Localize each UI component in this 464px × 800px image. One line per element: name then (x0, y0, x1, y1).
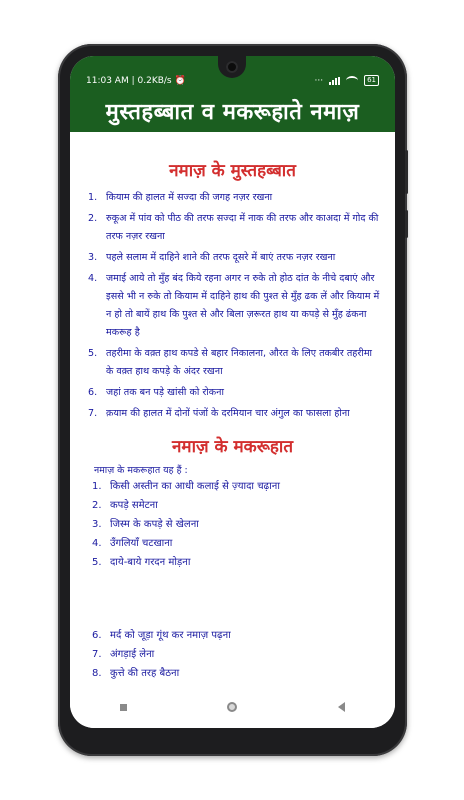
network-speed-text: 0.2KB/s (137, 76, 172, 86)
item-number: 6. (88, 387, 98, 398)
dots-icon: ··· (314, 75, 324, 86)
section-title-mustahabbat: नमाज़ के मुस्तहब्बात (169, 161, 296, 181)
item-number: 4. (92, 538, 102, 549)
item-text: जमाई आये तो मुँह बंद किये रहना अगर न रुके तो होठ दांत के नीचे दबाएं और इससे भी न रुके तो कियाम में दाहिने हाथ की पुश्त से मुँह ढक लें और कियाम में न हो तो बायें हाथ कि पुश्त से और बिला ज़रूरत हाथ या कपड़े से मुँह ढंकना मकरूह है (106, 273, 380, 338)
system-nav-bar (70, 686, 395, 728)
item-text: कपड़े समेटना (110, 500, 158, 511)
list-item (70, 497, 395, 515)
item-text: कियाम की हालत में सज्दा की जगह नज़र रखना (106, 192, 273, 203)
item-number: 5. (88, 348, 98, 359)
makroohat-list (70, 478, 395, 572)
item-text: दाये-बाये गरदन मोड़ना (110, 557, 191, 568)
list-item (70, 189, 395, 207)
recents-button[interactable] (120, 704, 127, 711)
item-text: तहरीमा के वक़्त हाथ कपडे से बहार निकालना, औरत के लिए तकबीर तहरीमा के वक़्त हाथ कपड़े के अंदर रखना (106, 348, 373, 377)
item-number: 2. (88, 213, 98, 224)
list-item (70, 384, 395, 402)
list-item (70, 478, 395, 496)
item-text: मर्द को जूड़ा गूंथ कर नमाज़ पढ़ना (110, 630, 231, 641)
item-text: रुकूअ में पांव को पीठ की तरफ सज्दा में नाक की तरफ और काअदा में गोद की तरफ नज़र रखना (106, 213, 379, 242)
list-item (70, 516, 395, 534)
item-number: 8. (92, 668, 102, 679)
makroohat-intro: नमाज़ के मकरूहात यह हैं : (94, 465, 188, 476)
item-text: पहले सलाम में दाहिने शाने की तरफ दूसरे में बाएं तरफ नज़र रखना (106, 252, 336, 263)
item-number: 3. (92, 519, 102, 530)
back-button[interactable] (338, 702, 345, 712)
list-item (70, 627, 395, 645)
list-item (70, 646, 395, 664)
clock-text: 11:03 AM (86, 76, 129, 86)
item-number: 6. (92, 630, 102, 641)
status-time: 11:03 AM | 0.2KB/s ⏰ (86, 76, 186, 86)
signal-icon (329, 77, 340, 85)
home-button[interactable] (227, 702, 237, 712)
item-text: किसी अस्तीन का आधी कलाई से ज़्यादा चढ़ाना (110, 481, 280, 492)
power-button (405, 210, 408, 238)
camera-notch (218, 56, 246, 78)
app-title: मुस्तहब्बात व मकरूहाते नमाज़ (70, 92, 395, 132)
item-text: कुत्ते की तरह बैठना (110, 668, 180, 679)
list-item (70, 554, 395, 572)
volume-button (405, 150, 408, 194)
content-scroll-area[interactable] (70, 132, 395, 686)
list-item (70, 270, 395, 342)
screen (70, 56, 395, 728)
blank-gap (70, 573, 395, 627)
item-text: जहां तक बन पड़े खांसी को रोकना (106, 387, 224, 398)
wifi-icon (346, 76, 358, 85)
item-text: क़याम की हालत में दोनों पंजों के दरमियान चार अंगुल का फासला होना (106, 408, 350, 419)
list-item (70, 210, 395, 246)
item-number: 5. (92, 557, 102, 568)
item-number: 1. (92, 481, 102, 492)
status-icons (314, 75, 379, 86)
item-text: अंगड़ाई लेना (110, 649, 155, 660)
section-title-makroohat: नमाज़ के मकरूहात (171, 437, 294, 457)
item-number: 7. (92, 649, 102, 660)
item-number: 2. (92, 500, 102, 511)
item-number: 4. (88, 273, 98, 284)
battery-icon (364, 75, 379, 86)
list-item (70, 535, 395, 553)
camera-icon (226, 61, 238, 73)
list-item (70, 405, 395, 423)
list-item (70, 665, 395, 683)
item-text: उँगलियाँ चटखाना (110, 538, 173, 549)
status-bar (70, 56, 395, 92)
battery-level: 61 (367, 76, 376, 84)
alarm-clock-icon: ⏰ (174, 76, 186, 86)
mustahabbat-list (70, 189, 395, 423)
item-number: 7. (88, 408, 98, 419)
item-number: 3. (88, 252, 98, 263)
list-item (70, 345, 395, 381)
makroohat-list-continued (70, 627, 395, 683)
item-number: 1. (88, 192, 98, 203)
list-item (70, 249, 395, 267)
item-text: जिस्म के कपड़े से खेलना (110, 519, 199, 530)
